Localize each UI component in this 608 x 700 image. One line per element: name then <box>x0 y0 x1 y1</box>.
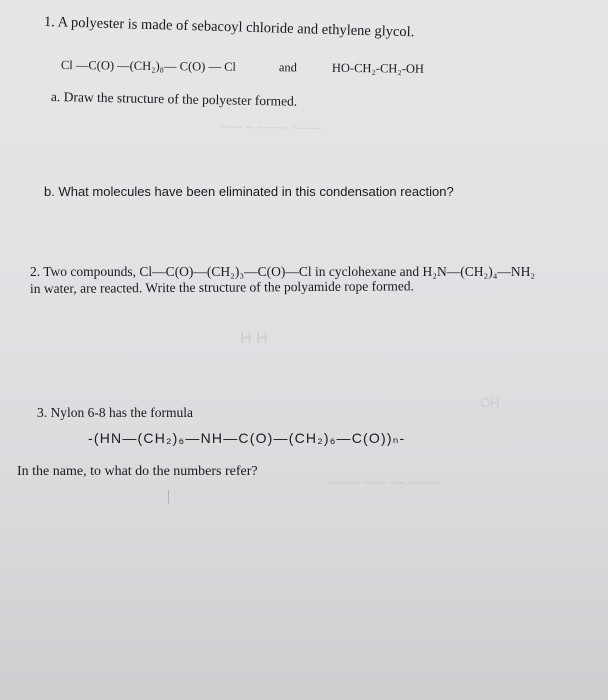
question-1-part-b: b. What molecules have been eliminated in this condensation reaction? <box>44 184 454 199</box>
bleed-through-text: H H <box>240 330 268 347</box>
question-3-prompt: In the name, to what do the numbers refer? <box>17 464 258 479</box>
nylon-6-8-formula: -(HN—(CH₂)₆—NH—C(O)—(CH₂)₆—C(O))ₙ- <box>88 430 406 446</box>
bleed-through-text: ~~~~ ~~~ ~~ ~~~~ <box>330 475 440 490</box>
bleed-through-text: ~~~ ~ ~~~~ ~~~~ <box>219 119 323 136</box>
bleed-through-text: OH <box>480 395 500 410</box>
and-word: and <box>278 60 298 75</box>
sebacoyl-chloride-formula: Cl —C(O) —(CH₂)₈— C(O) — Cl <box>60 58 237 74</box>
question-2-line-2: in water, are reacted. Write the structure of the polyamide rope formed. <box>29 278 415 296</box>
question-1-reactants <box>60 58 481 76</box>
pencil-mark <box>168 490 169 504</box>
question-1-title: 1. A polyester is made of sebacoyl chloride and ethylene glycol. <box>43 14 415 41</box>
question-3-title: 3. Nylon 6-8 has the formula <box>37 405 193 420</box>
question-1-part-a: a. Draw the structure of the polyester formed. <box>50 89 298 109</box>
question-2-line-1: 2. Two compounds, Cl—C(O)—(CH₂)₃—C(O)—Cl in cyclohexane and H₂N—(CH₂)₄—NH₂ <box>30 264 536 279</box>
ethylene-glycol-formula: HO-CH₂-CH₂-OH <box>331 60 425 76</box>
